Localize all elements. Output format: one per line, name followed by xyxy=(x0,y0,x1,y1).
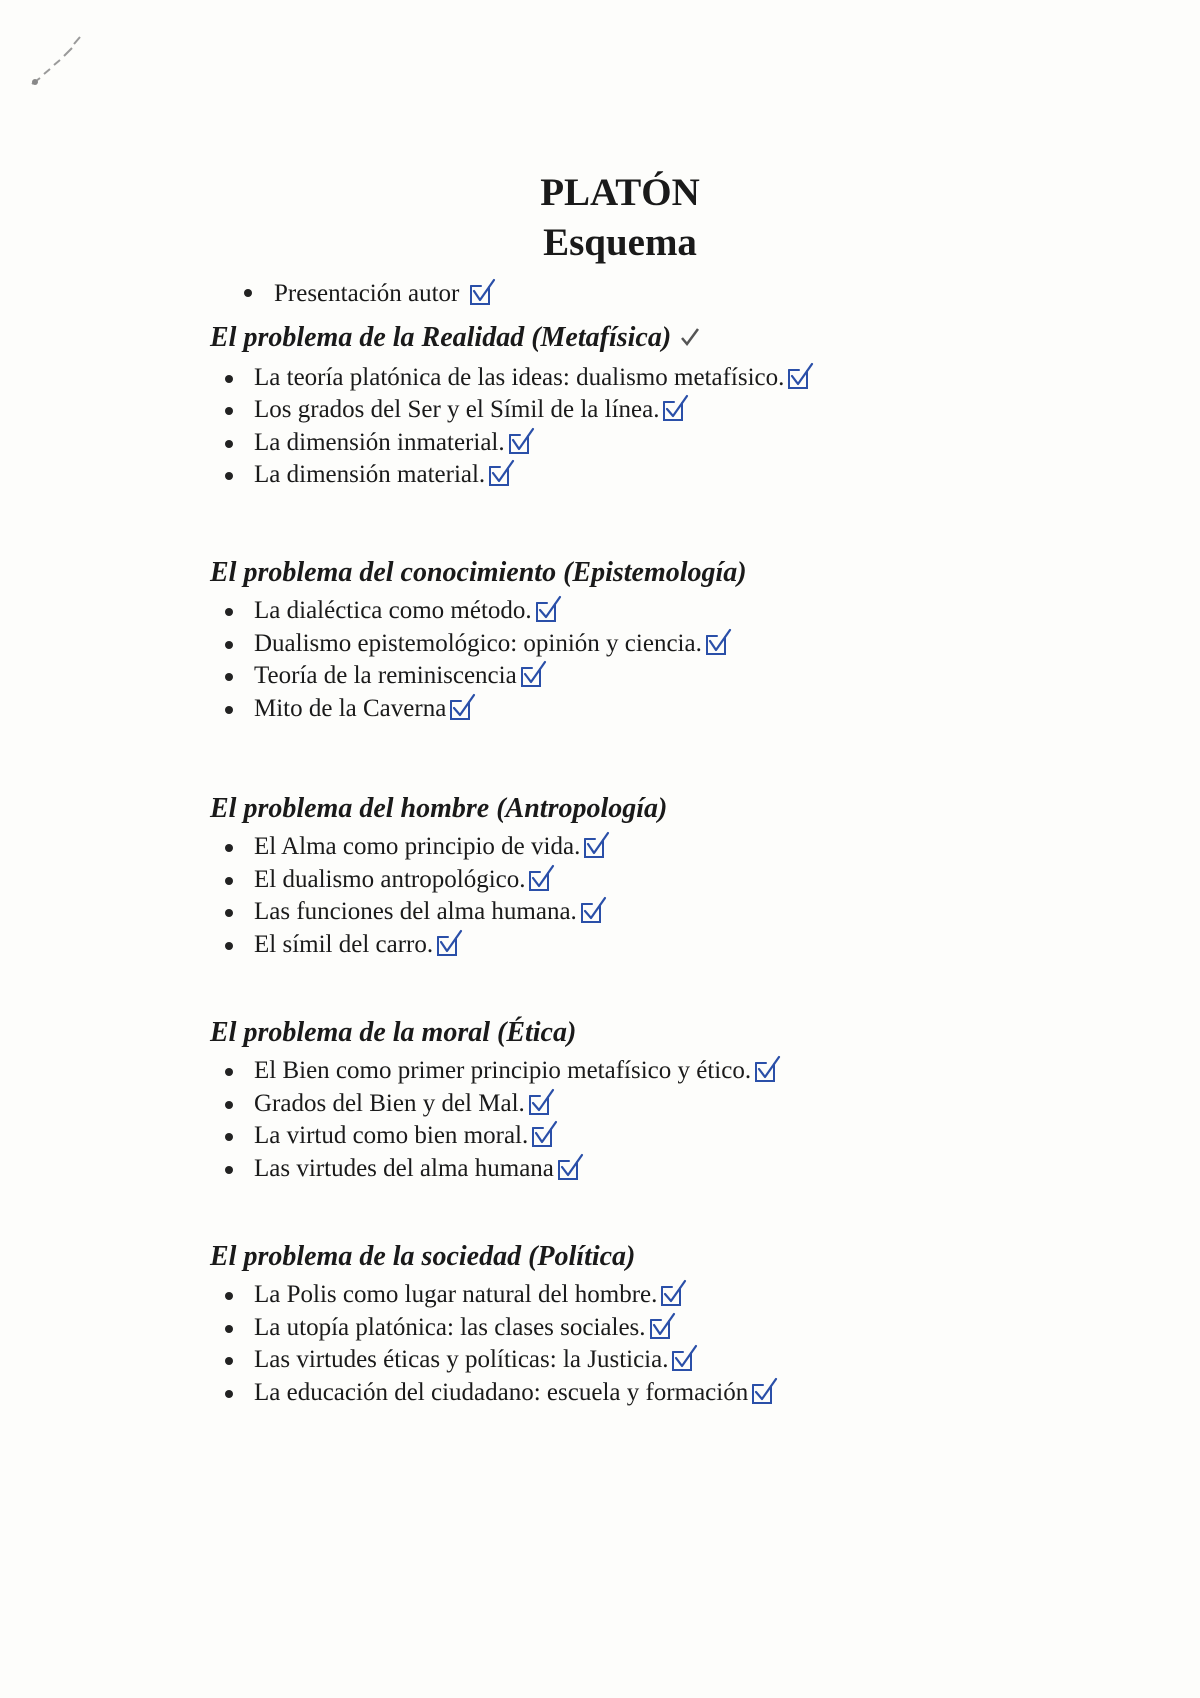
checked-box-icon xyxy=(670,1343,700,1373)
bullet-icon xyxy=(225,1133,233,1141)
list-item: Las funciones del alma humana. xyxy=(222,896,1110,929)
list-item: La educación del ciudadano: escuela y formación xyxy=(222,1377,1110,1410)
list-item: El dualismo antropológico. xyxy=(222,864,1110,897)
list-item: La dimensión inmaterial. xyxy=(222,427,1110,460)
bullet-icon xyxy=(225,909,233,917)
bullet-icon xyxy=(225,844,233,852)
section-metaphysics xyxy=(210,318,1110,492)
checked-box-icon xyxy=(527,863,557,893)
section-epistemology xyxy=(210,553,1110,725)
document-title: PLATÓN xyxy=(540,171,700,214)
section-anthropology xyxy=(210,789,1110,961)
bullet-icon xyxy=(225,942,233,950)
section-politics xyxy=(210,1237,1110,1409)
bullet-icon xyxy=(225,472,233,480)
list-item: El Alma como principio de vida. xyxy=(222,831,1110,864)
checked-box-icon xyxy=(659,1278,689,1308)
list-item: Mito de la Caverna xyxy=(222,693,1110,726)
section-title: El problema de la sociedad (Política) xyxy=(210,1241,636,1272)
bullet-icon xyxy=(225,1292,233,1300)
checked-box-icon xyxy=(661,393,691,423)
checked-box-icon xyxy=(507,426,537,456)
list-item: Las virtudes del alma humana xyxy=(222,1153,1110,1186)
list-item: Los grados del Ser y el Símil de la línea. xyxy=(222,394,1110,427)
bullet-icon xyxy=(225,375,233,383)
checked-box-icon xyxy=(753,1054,783,1084)
bullet-icon xyxy=(225,1390,233,1398)
checked-box-icon xyxy=(448,692,478,722)
bullet-icon xyxy=(225,877,233,885)
checked-box-icon xyxy=(530,1119,560,1149)
checked-box-icon xyxy=(704,627,734,657)
list-item: El Bien como primer principio metafísico y ético. xyxy=(222,1055,1110,1088)
list-item: El símil del carro. xyxy=(222,929,1110,962)
section-title: El problema del hombre (Antropología) xyxy=(210,793,668,824)
list-item: Teoría de la reminiscencia xyxy=(222,660,1110,693)
section-ethics xyxy=(210,1013,1110,1185)
bullet-icon xyxy=(225,706,233,714)
section-title: El problema de la moral (Ética) xyxy=(210,1017,577,1048)
list-item: Grados del Bien y del Mal. xyxy=(222,1088,1110,1121)
checked-box-icon xyxy=(527,1087,557,1117)
bullet-icon xyxy=(225,407,233,415)
intro-item-label: Presentación autor xyxy=(274,280,460,307)
tick-icon xyxy=(679,320,701,360)
bullet-icon xyxy=(225,673,233,681)
bullet-icon xyxy=(225,440,233,448)
bullet-icon xyxy=(225,608,233,616)
item-list xyxy=(210,831,1110,961)
checked-box-icon xyxy=(487,458,517,488)
checked-box-icon xyxy=(534,594,564,624)
item-list xyxy=(210,1055,1110,1185)
bullet-icon xyxy=(225,1166,233,1174)
header xyxy=(0,168,1200,268)
list-item: Dualismo epistemológico: opinión y ciencia. xyxy=(222,628,1110,661)
bullet-icon xyxy=(244,289,252,297)
bullet-icon xyxy=(225,1101,233,1109)
item-list xyxy=(210,595,1110,725)
bullet-icon xyxy=(225,1068,233,1076)
stray-pencil-mark xyxy=(30,32,90,92)
checked-box-icon xyxy=(468,277,498,307)
list-item: La virtud como bien moral. xyxy=(222,1120,1110,1153)
list-item: La Polis como lugar natural del hombre. xyxy=(222,1279,1110,1312)
checked-box-icon xyxy=(786,361,816,391)
list-item: La dimensión material. xyxy=(222,459,1110,492)
list-item: La utopía platónica: las clases sociales. xyxy=(222,1312,1110,1345)
section-title: El problema del conocimiento (Epistemología) xyxy=(210,557,747,588)
section-title: El problema de la Realidad (Metafísica) xyxy=(210,318,1110,360)
list-item: La dialéctica como método. xyxy=(222,595,1110,628)
checked-box-icon xyxy=(648,1311,678,1341)
checked-box-icon xyxy=(582,830,612,860)
item-list xyxy=(210,1279,1110,1409)
checked-box-icon xyxy=(556,1152,586,1182)
checked-box-icon xyxy=(519,659,549,689)
list-item: La teoría platónica de las ideas: dualismo metafísico. xyxy=(222,362,1110,395)
checked-box-icon xyxy=(435,928,465,958)
list-item: Las virtudes éticas y políticas: la Justicia. xyxy=(222,1344,1110,1377)
intro-item xyxy=(244,275,498,313)
item-list xyxy=(210,362,1110,492)
bullet-icon xyxy=(225,1325,233,1333)
bullet-icon xyxy=(225,641,233,649)
document-subtitle: Esquema xyxy=(543,221,697,264)
checked-box-icon xyxy=(579,895,609,925)
bullet-icon xyxy=(225,1357,233,1365)
checked-box-icon xyxy=(750,1376,780,1406)
